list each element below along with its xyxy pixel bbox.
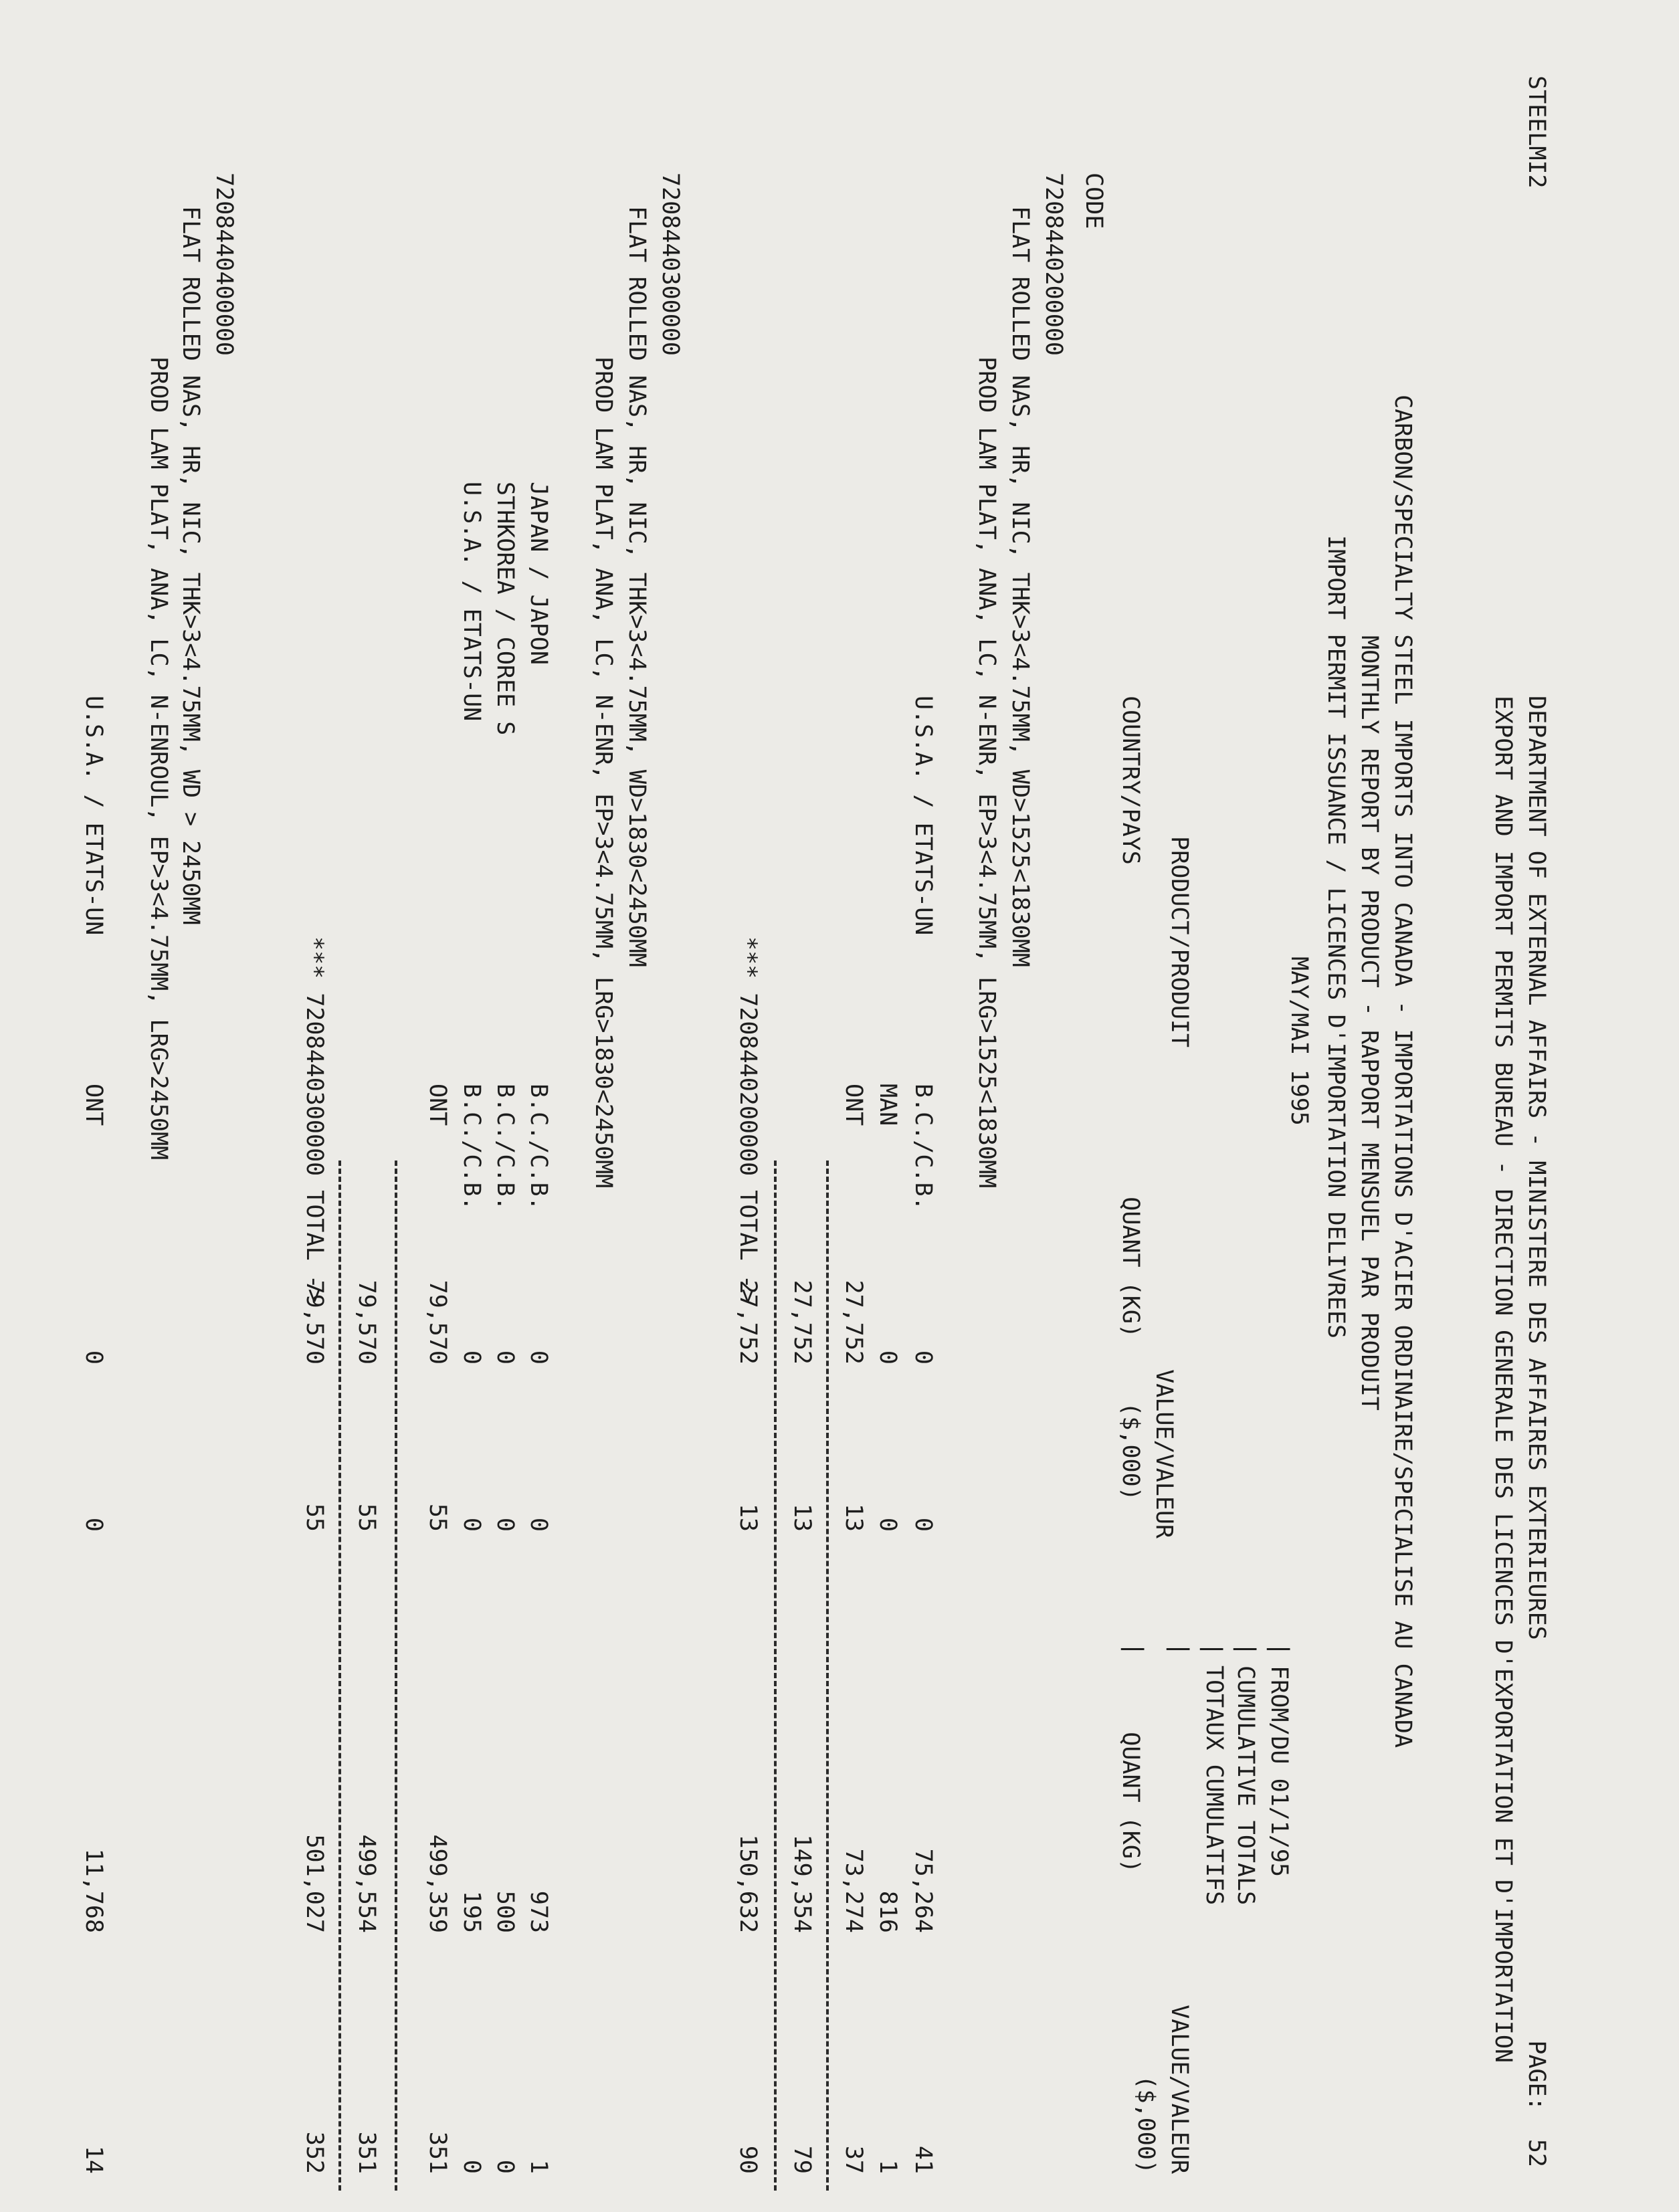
subtotal-cum-quant: 499,554 (353, 1834, 380, 1933)
value-header: VALUE/VALEUR (1151, 1369, 1177, 1538)
quant-cell: 0 (910, 1350, 936, 1365)
subtotal-quant: 27,752 (789, 1280, 815, 1365)
product-desc-fr: PROD LAM PLAT, ANA, LC, N-ENR, EP>3<4.75MM, LRG>1525<1830MM (973, 357, 1000, 1189)
quant-cell: 79,570 (424, 1280, 451, 1365)
cum-quant-cell: 73,274 (840, 1848, 867, 1933)
total-cum-quant: 501,027 (301, 1834, 328, 1933)
cum-quant-cell: 499,359 (424, 1834, 451, 1933)
cum-value-cell: 41 (910, 2145, 936, 2174)
cum-quant-cell: 11,768 (80, 1848, 107, 1933)
province: ONT (840, 1084, 867, 1126)
total-quant: 79,570 (301, 1280, 328, 1365)
product-desc-fr: PROD LAM PLAT, ANA, LC, N-ENR, EP>3<4.75MM, LRG>1830<2450MM (590, 357, 617, 1189)
quant-cell: 0 (874, 1350, 901, 1365)
value-cell: 0 (910, 1517, 936, 1532)
province: B.C./C.B. (492, 1084, 518, 1211)
province: B.C./C.B. (458, 1084, 485, 1211)
cum-value-cell: 0 (492, 2159, 518, 2174)
country-name: U.S.A. / ETATS-UN (458, 482, 485, 722)
cumulative-totals-fr: TOTAUX CUMULATIFS (1201, 1666, 1227, 1906)
subtotal-cum-quant: 149,354 (789, 1834, 815, 1933)
cum-quant-cell: 195 (458, 1890, 485, 1933)
cum-value-header: VALUE/VALEUR (1166, 2005, 1193, 2174)
report-subtitle-2: IMPORT PERMIT ISSUANCE / LICENCES D'IMPORTATION DELIVREES (1322, 535, 1349, 1339)
quant-header: QUANT (KG) (1117, 1197, 1144, 1338)
quant-cell: 0 (525, 1350, 552, 1365)
value-cell: 0 (80, 1517, 107, 1532)
province: ONT (80, 1084, 107, 1126)
total-cum-quant: 150,632 (734, 1834, 761, 1933)
cum-value-cell: 0 (458, 2159, 485, 2174)
country-name: U.S.A. / ETATS-UN (910, 696, 936, 936)
country-name: STHKOREA / COREE S (492, 482, 518, 736)
cum-value-cell: 37 (840, 2145, 867, 2174)
value-cell: 0 (458, 1517, 485, 1532)
cum-value-cell: 14 (80, 2145, 107, 2174)
value-cell: 0 (874, 1517, 901, 1532)
header-separator: | (1233, 1642, 1260, 1657)
province: B.C./C.B. (525, 1084, 552, 1211)
cum-value-unit: ($,000) (1132, 2075, 1159, 2174)
cum-quant-cell: 973 (525, 1890, 552, 1933)
divider (338, 1161, 341, 2191)
quant-cell: 0 (458, 1350, 485, 1365)
value-cell: 0 (492, 1517, 518, 1532)
cum-quant-header: QUANT (KG) (1117, 1732, 1144, 1873)
total-value: 13 (734, 1503, 761, 1532)
country-name: JAPAN / JAPON (525, 482, 552, 665)
value-cell: 55 (424, 1503, 451, 1532)
product-desc-en: FLAT ROLLED NAS, HR, NIC, THK>3<4.75MM, WD>1525<1830MM (1007, 206, 1033, 967)
header-separator: | (1166, 1642, 1193, 1657)
header-separator: | (1266, 1642, 1293, 1657)
header-separator: | (1120, 1642, 1147, 1657)
report-subtitle: MONTHLY REPORT BY PRODUCT - RAPPORT MENSUEL PAR PRODUIT (1356, 635, 1383, 1411)
cum-value-cell: 1 (525, 2159, 552, 2174)
quant-cell: 0 (492, 1350, 518, 1365)
total-label: *** 7208440300000 TOTAL -> (301, 936, 328, 1303)
cum-value-cell: 351 (424, 2131, 451, 2174)
quant-cell: 0 (80, 1350, 107, 1365)
divider (826, 1161, 829, 2191)
total-quant: 27,752 (734, 1280, 761, 1365)
cum-quant-cell: 75,264 (910, 1848, 936, 1933)
department-header: DEPARTMENT OF EXTERNAL AFFAIRS - MINISTERE DES AFFAIRES EXTERIEURES (1523, 696, 1550, 1640)
product-desc-en: FLAT ROLLED NAS, HR, NIC, THK>3<4.75MM, WD>1830<2450MM (623, 206, 650, 967)
page-number: PAGE: 52 (1523, 2040, 1550, 2167)
product-desc-en: FLAT ROLLED NAS, HR, NIC, THK>3<4.75MM, WD > 2450MM (177, 206, 204, 925)
cum-quant-cell: 816 (874, 1890, 901, 1933)
country-header: COUNTRY/PAYS (1117, 696, 1144, 865)
cumulative-totals-en: CUMULATIVE TOTALS (1232, 1666, 1259, 1906)
total-cum-value: 352 (301, 2131, 328, 2174)
quant-cell: 27,752 (840, 1280, 867, 1365)
subtotal-value: 55 (353, 1503, 380, 1532)
total-label: *** 7208440200000 TOTAL -> (734, 936, 761, 1303)
total-cum-value: 90 (734, 2145, 761, 2174)
product-code: 7208440200000 (1040, 173, 1067, 356)
divider (774, 1161, 777, 2191)
report-period: MAY/MAI 1995 (1286, 957, 1312, 1126)
subtotal-quant: 79,570 (353, 1280, 380, 1365)
product-header: PRODUCT/PRODUIT (1166, 836, 1193, 1048)
province: ONT (424, 1084, 451, 1126)
cum-quant-cell: 500 (492, 1890, 518, 1933)
header-separator: | (1199, 1642, 1226, 1657)
report-title: CARBON/SPECIALTY STEEL IMPORTS INTO CANADA - IMPORTATIONS D'ACIER ORDINAIRE/SPECIALISE AU CANADA (1389, 395, 1416, 1748)
product-code: 7208440300000 (657, 173, 684, 356)
bureau-header: EXPORT AND IMPORT PERMITS BUREAU - DIRECTION GENERALE DES LICENCES D'EXPORTATION ET D'IMPORTATION (1490, 696, 1516, 2063)
product-desc-fr: PROD LAM PLAT, ANA, LC, N-ENROUL, EP>3<4.75MM, LRG>2450MM (145, 357, 172, 1161)
value-cell: 0 (525, 1517, 552, 1532)
value-unit: ($,000) (1117, 1402, 1144, 1501)
product-code: 7208440400000 (211, 173, 237, 356)
country-name: U.S.A. / ETATS-UN (80, 696, 107, 936)
divider (395, 1161, 397, 2191)
code-header: CODE (1080, 173, 1107, 229)
province: B.C./C.B. (910, 1084, 936, 1211)
subtotal-value: 13 (789, 1503, 815, 1532)
value-cell: 13 (840, 1503, 867, 1532)
total-value: 55 (301, 1503, 328, 1532)
subtotal-cum-value: 79 (789, 2145, 815, 2174)
province: MAN (874, 1084, 901, 1126)
cumulative-from: FROM/DU 01/1/95 (1266, 1666, 1292, 1878)
report-id: STEELMI2 (1523, 76, 1550, 189)
subtotal-cum-value: 351 (353, 2131, 380, 2174)
cum-value-cell: 1 (874, 2159, 901, 2174)
